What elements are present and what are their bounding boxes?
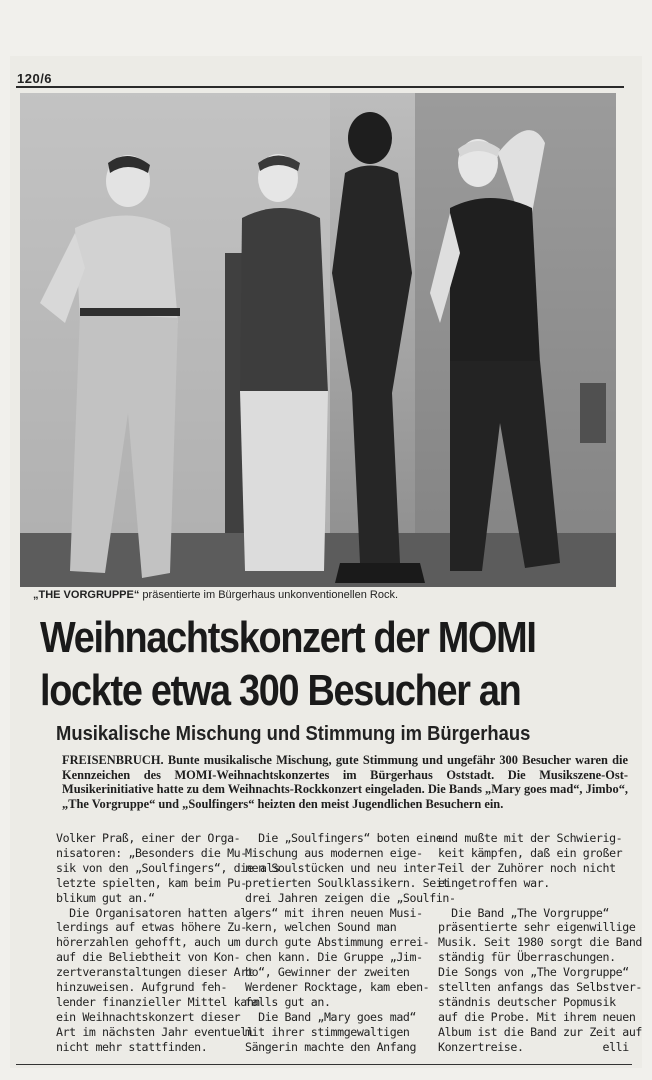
bottom-rule: [16, 1064, 632, 1065]
subheadline: Musikalische Mischung und Stimmung im Bürgerhaus: [56, 723, 531, 745]
headline-line-2: lockte etwa 300 Besucher an: [40, 666, 521, 715]
top-rule: [16, 86, 624, 88]
photo-caption: [33, 589, 398, 601]
caption-band-name: „THE VORGRUPPE“: [33, 589, 140, 601]
page-number: 120/6: [17, 71, 53, 86]
article-column-2: Die „Soulfingers“ boten eine Mischung aus modernen eige- nen Soulstücken und neu inter- pretierten Soulklassikern. Seit drei Jahren zeigen die „Soulfin- gers“ mit ihren neuen Musi- kern, welchen Sound man durch gute Abstimmung errei- chen kann. Die Gruppe „Jim- bo“, Gewinner der zweiten Werdener Rocktage, kam eben- falls gut an. Die Band „Mary goes mad“ mit ihrer stimmgewaltigen Sängerin machte den Anfang: [245, 831, 456, 1054]
article-column-1: Volker Praß, einer der Orga- nisatoren: „Besonders die Mu- sik von den „Soulfingers“, die als letzte spielten, kam beim Pu- blikum gut an.“ Die Organisatoren hatten al- lerdings auf etwas höhere Zu- hörerzahlen gehofft, auch um auf die Beliebtheit von Kon- zertveranstaltungen dieser Art hinzuweisen. Aufgrund feh- lender finanzieller Mittel kann ein Weihnachtskonzert dieser Art im nächsten Jahr eventuell nicht mehr stattfinden.: [56, 831, 280, 1054]
caption-text: präsentierte im Bürgerhaus unkonventionellen Rock.: [139, 589, 399, 601]
band-photo: [20, 93, 616, 587]
article-column-3: und mußte mit der Schwierig- keit kämpfen, daß ein großer Teil der Zuhörer noch nicht eingetroffen war. Die Band „The Vorgruppe“ präsentierte sehr eigenwillige Musik. Seit 1980 sorgt die Band ständig für Überraschungen. Die Songs von „The Vorgruppe“ stellten anfangs das Selbstver- ständnis deutscher Popmusik auf die Probe. Mit ihrem neuen Album ist die Band zur Zeit auf Konzertreise. elli: [438, 831, 642, 1054]
lead-paragraph: FREISENBRUCH. Bunte musikalische Mischung, gute Stimmung und ungefähr 300 Besucher waren die Kennzeichen des MOMI-Weihnachtskonzertes im Bürgerhaus Oststadt. Die Musikszene-Ost-Musikerinitiative hatte zu dem Weihnachts-Rockkonzert eingeladen. Die Bands „Mary goes mad“, Jimbo“, „The Vorgruppe“ und „Soulfingers“ heizten den meist Jugendlichen Besuchern ein.: [62, 753, 628, 811]
headline-line-1: Weihnachtskonzert der MOMI: [40, 613, 536, 662]
